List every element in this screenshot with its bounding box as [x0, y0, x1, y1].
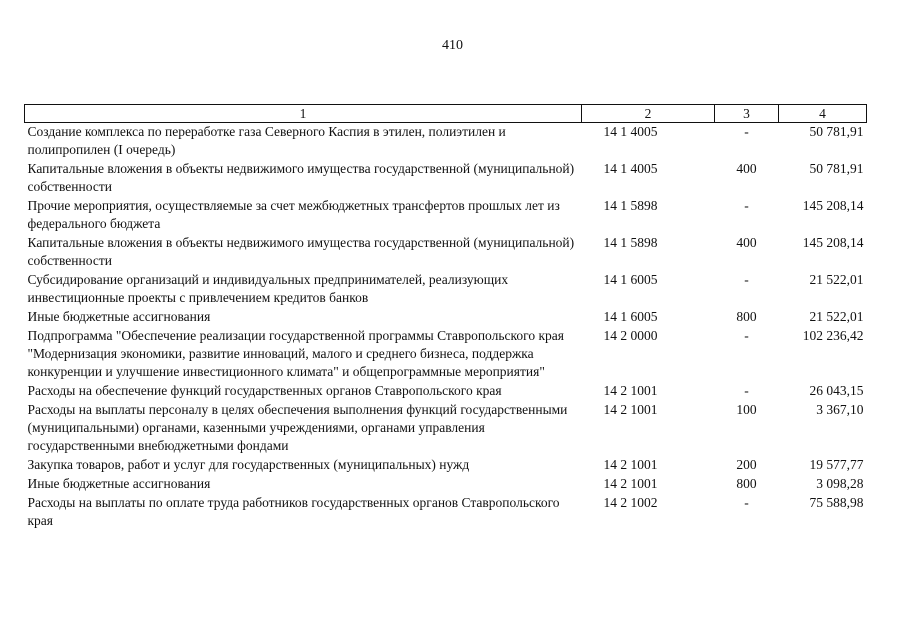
table-row	[25, 401, 867, 456]
row-code: 14 1 5898	[603, 235, 658, 250]
row-name: Расходы на выплаты персоналу в целях обеспечения выполнения функций государственными (муниципальными) органами, казенными учреждениями, органами управления государственными внебюджетными фондами	[27, 402, 568, 453]
row-code: 14 2 1001	[603, 476, 658, 491]
row-name: Расходы на выплаты по оплате труда работников государственных органов Ставропольского края	[27, 495, 560, 528]
table-row	[25, 327, 867, 382]
table-row	[25, 123, 867, 161]
row-amount: 102 236,42	[802, 328, 864, 343]
table-header-row	[25, 105, 867, 123]
row-expense-type: 400	[736, 235, 757, 250]
row-amount: 145 208,14	[802, 235, 864, 250]
row-expense-type: 800	[736, 476, 757, 491]
row-name: Прочие мероприятия, осуществляемые за счет межбюджетных трансфертов прошлых лет из федерального бюджета	[27, 198, 560, 231]
row-expense-type: 200	[736, 457, 757, 472]
table-row	[25, 197, 867, 234]
table-row	[25, 160, 867, 197]
table-row	[25, 456, 867, 475]
row-expense-type: -	[744, 383, 749, 398]
row-amount: 50 781,91	[809, 161, 864, 176]
budget-table	[24, 104, 867, 531]
row-name: Иные бюджетные ассигнования	[27, 309, 211, 324]
row-code: 14 2 1001	[603, 457, 658, 472]
row-expense-type: -	[744, 198, 749, 213]
header-col-4: 4	[779, 105, 867, 123]
row-amount: 3 367,10	[816, 402, 864, 417]
row-code: 14 1 5898	[603, 198, 658, 213]
row-expense-type: -	[744, 495, 749, 510]
row-code: 14 2 1002	[603, 495, 658, 510]
row-code: 14 1 6005	[603, 309, 658, 324]
row-expense-type: -	[744, 272, 749, 287]
row-amount: 26 043,15	[809, 383, 864, 398]
row-code: 14 2 1001	[603, 402, 658, 417]
row-code: 14 1 4005	[603, 161, 658, 176]
row-name: Создание комплекса по переработке газа Северного Каспия в этилен, полиэтилен и полипропилен (I очередь)	[27, 124, 506, 157]
row-code: 14 1 6005	[603, 272, 658, 287]
row-expense-type: 800	[736, 309, 757, 324]
row-amount: 3 098,28	[816, 476, 864, 491]
row-expense-type: -	[744, 328, 749, 343]
row-expense-type: 400	[736, 161, 757, 176]
page-number: 410	[442, 38, 463, 53]
row-code: 14 2 0000	[603, 328, 658, 343]
row-name: Расходы на обеспечение функций государственных органов Ставропольского края	[27, 383, 502, 398]
row-amount: 50 781,91	[809, 124, 864, 139]
header-col-3: 3	[715, 105, 779, 123]
row-name: Иные бюджетные ассигнования	[27, 476, 211, 491]
row-name: Субсидирование организаций и индивидуальных предпринимателей, реализующих инвестиционные проекты с привлечением кредитов банков	[27, 272, 509, 305]
header-col-1: 1	[25, 105, 582, 123]
row-name: Закупка товаров, работ и услуг для государственных (муниципальных) нужд	[27, 457, 470, 472]
row-amount: 21 522,01	[809, 309, 864, 324]
row-expense-type: 100	[736, 402, 757, 417]
table-row	[25, 308, 867, 327]
row-expense-type: -	[744, 124, 749, 139]
row-amount: 19 577,77	[809, 457, 864, 472]
table-row	[25, 382, 867, 401]
row-name: Капитальные вложения в объекты недвижимого имущества государственной (муниципальной) собственности	[27, 161, 575, 194]
header-col-2: 2	[582, 105, 715, 123]
row-name: Капитальные вложения в объекты недвижимого имущества государственной (муниципальной) собственности	[27, 235, 575, 268]
row-amount: 75 588,98	[809, 495, 864, 510]
table-row	[25, 234, 867, 271]
row-amount: 21 522,01	[809, 272, 864, 287]
table-row	[25, 494, 867, 531]
row-code: 14 1 4005	[603, 124, 658, 139]
table-row	[25, 271, 867, 308]
row-code: 14 2 1001	[603, 383, 658, 398]
table-row	[25, 475, 867, 494]
row-name: Подпрограмма "Обеспечение реализации государственной программы Ставропольского края "Модернизация экономики, развитие инноваций, малого и среднего бизнеса, поддержка конкуренции и улучшение инвестиционного климата" и общепрограммные мероприятия"	[27, 328, 564, 379]
row-amount: 145 208,14	[802, 198, 864, 213]
